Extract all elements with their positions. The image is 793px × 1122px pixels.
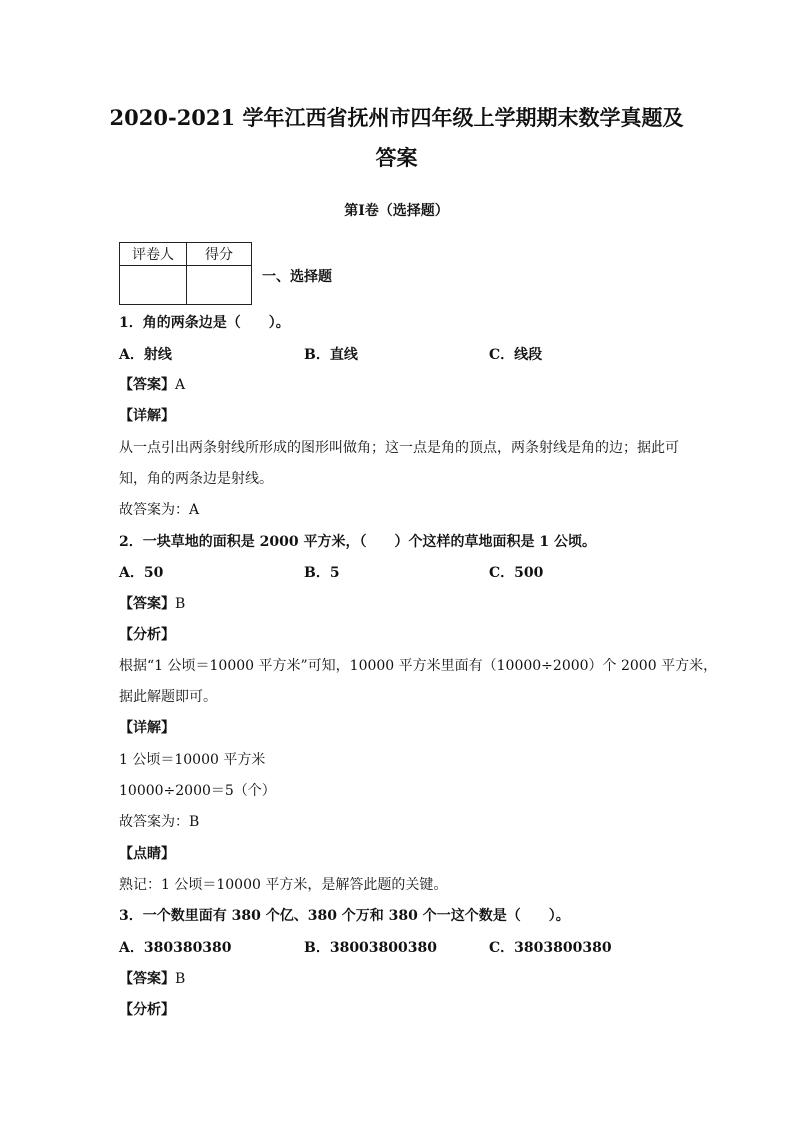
q2-analysis-tag: 【分析】 <box>119 627 175 643</box>
q1-answer-tag: 【答案】 <box>119 377 175 393</box>
q1-detail-line2: 知，角的两条边是射线。 <box>119 471 273 487</box>
q3-analysis-tag: 【分析】 <box>119 1002 175 1018</box>
q1-stem: 1．角的两条边是（ ）。 <box>119 315 290 331</box>
q2-analysis-line2: 据此解题即可。 <box>119 689 217 705</box>
q3-answer <box>119 968 185 988</box>
q2-option-a: A．50 <box>119 565 164 581</box>
q2-option-b: B．5 <box>304 565 340 581</box>
q3-option-a: A．380380380 <box>119 940 232 956</box>
grader-cell <box>120 266 187 305</box>
volume-subtitle: 第I卷（选择题） <box>344 203 449 219</box>
q2-detail-line1: 1 公顷＝10000 平方米 <box>119 752 266 768</box>
q1-detail-line1: 从一点引出两条射线所形成的图形叫做角；这一点是角的顶点，两条射线是角的边；据此可 <box>119 440 679 456</box>
q2-remark-tag: 【点睛】 <box>119 846 175 862</box>
score-table <box>119 242 252 305</box>
q2-answer <box>119 593 185 613</box>
q3-answer-tag: 【答案】 <box>119 971 175 987</box>
q2-option-c: C．500 <box>489 565 544 581</box>
q2-detail-tag: 【详解】 <box>119 720 175 736</box>
score-header: 得分 <box>187 243 252 266</box>
q2-stem: 2．一块草地的面积是 2000 平方米，（ ）个这样的草地面积是 1 公顷。 <box>119 534 596 550</box>
q1-answer <box>119 374 185 394</box>
q1-conclusion: 故答案为：A <box>119 502 200 518</box>
section-title: 一、选择题 <box>262 269 332 285</box>
q2-analysis-line1: 根据“1 公顷＝10000 平方米”可知，10000 平方米里面有（10000÷2000）个 2000 平方米， <box>119 658 718 674</box>
q2-detail-line2: 10000÷2000＝5（个） <box>119 783 276 799</box>
q2-remark-line: 熟记：1 公顷＝10000 平方米，是解答此题的关键。 <box>119 877 448 893</box>
q1-option-b: B．直线 <box>304 347 358 363</box>
q3-answer-value: B <box>175 971 186 987</box>
grader-header: 评卷人 <box>120 243 187 266</box>
q1-option-c: C．线段 <box>489 347 543 363</box>
document-title: 2020-2021 学年江西省抚州市四年级上学期期末数学真题及答案 <box>109 105 684 170</box>
score-cell <box>187 266 252 305</box>
q1-answer-value: A <box>175 377 186 393</box>
q3-stem: 3．一个数里面有 380 个亿、380 个万和 380 个一这个数是（ ）。 <box>119 908 570 924</box>
q2-conclusion: 故答案为：B <box>119 814 200 830</box>
q2-answer-tag: 【答案】 <box>119 596 175 612</box>
q1-detail-tag: 【详解】 <box>119 408 175 424</box>
q3-option-c: C．3803800380 <box>489 940 612 956</box>
q1-option-a: A．射线 <box>119 347 172 363</box>
q3-option-b: B．38003800380 <box>304 940 437 956</box>
q2-answer-value: B <box>175 596 186 612</box>
